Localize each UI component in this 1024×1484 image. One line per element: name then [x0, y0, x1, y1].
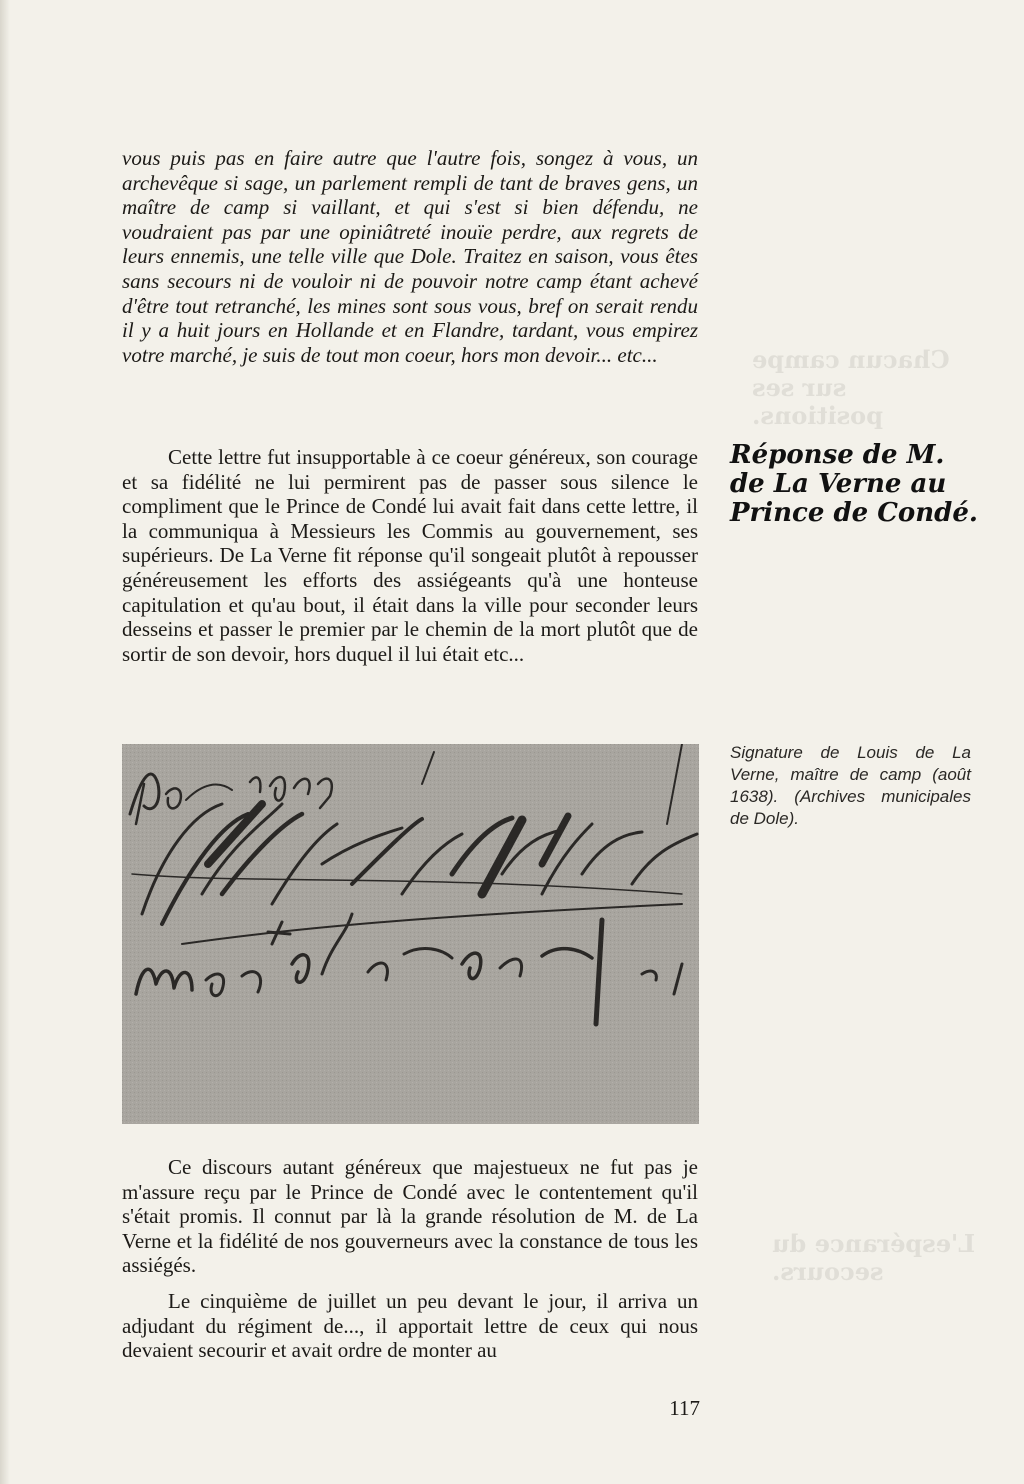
handwritten-signature-image — [122, 744, 699, 1124]
bleed-through-note-bottom: L'espérance du secours. — [772, 1229, 976, 1286]
body-paragraph-response: Cette lettre fut insupportable à ce coeur généreux, son courage et sa fidélité ne lui permirent pas de passer sous silence le compliment que le Prince de Condé lui avait fait dans cette lettre, il la communiqua à Messieurs les Commis au gouvernement, ses supérieurs. De La Verne fit réponse qu'il songeait plutôt à repousser généreusement les efforts des assiégeants qu'à une honteuse capitulation et qu'au bout, il était dans la ville pour seconder leurs desseins et passer le premier par le chemin de la mort plutôt que de sortir de son devoir, hors duquel il lui était etc... — [122, 445, 698, 666]
bleed-through-note-top: Chacun campe sur ses positions. — [752, 345, 950, 430]
body-paragraph-discourse: Ce discours autant généreux que majestueux ne fut pas je m'assure reçu par le Prince de Condé avec le contentement qu'il s'était promis. Il connut par là la grande résolution de M. de La Verne et la fidélité de nos gouverneurs avec la constance de tous les assiégés. — [122, 1155, 698, 1278]
margin-heading: Réponse de M. de La Verne au Prince de Condé. — [730, 440, 978, 528]
page-edge — [0, 0, 10, 1484]
body-paragraph-july: Le cinquième de juillet un peu devant le jour, il arriva un adjudant du régiment de..., il apportait lettre de ceux qui nous devaient secourir et avait ordre de monter au — [122, 1289, 698, 1363]
page-number: 117 — [669, 1396, 700, 1420]
signature-photo — [122, 744, 699, 1124]
quoted-letter-paragraph: vous puis pas en faire autre que l'autre fois, songez à vous, un archevêque si sage, un parlement rempli de tant de braves gens, un maître de camp si vaillant, et qui s'est si bien défendu, ne voudraient pas par une opiniâtreté inouïe perdre, aux regrets de leurs ennemis, une telle ville que Dole. Traitez en saison, vous êtes sans secours ni de vouloir ni de pouvoir notre camp étant achevé d'être tout retranché, les mines sont sous vous, bref on serait rendu il y a huit jours en Hollande et en Flandre, tardant, vous empirez votre marché, je suis de tout mon coeur, hors mon devoir... etc... — [122, 146, 698, 367]
figure-caption: Signature de Louis de La Verne, maître de camp (août 1638). (Archives municipales de Dole). — [730, 743, 971, 828]
